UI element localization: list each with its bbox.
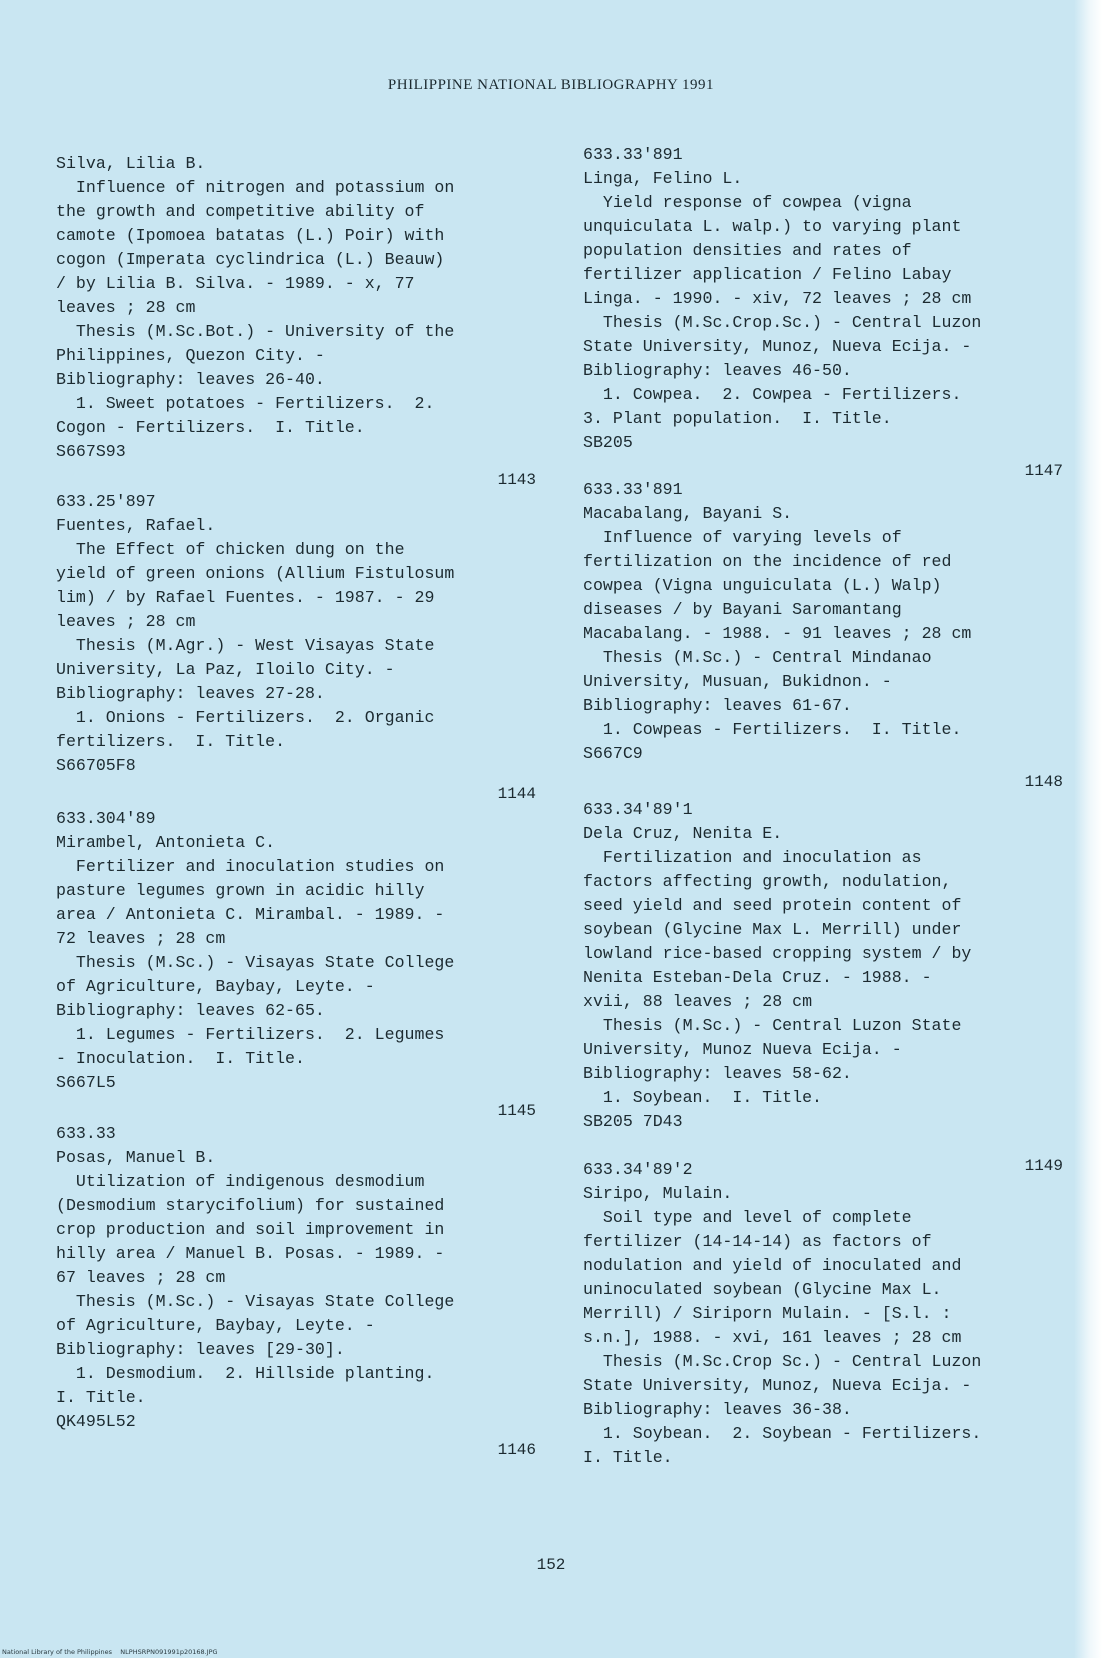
entry-line: yield of green onions (Allium Fistulosum — [56, 564, 455, 583]
entry-line: camote (Ipomoea batatas (L.) Poir) with — [56, 226, 445, 245]
entry-line: Thesis (M.Sc.) - Visayas State College — [56, 1292, 455, 1311]
entry-line: 633.33 — [56, 1124, 116, 1143]
entry-line: Yield response of cowpea (vigna — [583, 193, 912, 212]
entry-line: the growth and competitive ability of — [56, 202, 425, 221]
entry-line: Thesis (M.Sc.Crop Sc.) - Central Luzon — [583, 1352, 982, 1371]
entry-line: The Effect of chicken dung on the — [56, 540, 405, 559]
entry-line: Cogon - Fertilizers. I. Title. — [56, 418, 365, 437]
entry-line: pasture legumes grown in acidic hilly — [56, 881, 425, 900]
entry-line: Siripo, Mulain. — [583, 1184, 733, 1203]
entry-line: 72 leaves ; 28 cm — [56, 929, 226, 948]
entry-line: 633.25'897 — [56, 492, 156, 511]
entry-line: 633.304'89 — [56, 809, 156, 828]
entry-line: Philippines, Quezon City. - — [56, 346, 325, 365]
entry-line: Macabalang, Bayani S. — [583, 504, 793, 523]
entry-line: 633.34'89'1 — [583, 800, 693, 819]
entry-line: S667L5 — [56, 1073, 116, 1092]
entry-line: Posas, Manuel B. — [56, 1148, 216, 1167]
entry-line: of Agriculture, Baybay, Leyte. - — [56, 977, 375, 996]
entry-line: State University, Munoz, Nueva Ecija. - — [583, 1376, 972, 1395]
entry-line: (Desmodium starycifolium) for sustained — [56, 1196, 445, 1215]
entry-line: 633.33'891 — [583, 145, 683, 164]
entry-line: 1. Desmodium. 2. Hillside planting. — [56, 1364, 435, 1383]
entry-line: 633.33'891 — [583, 480, 683, 499]
entry-line: Bibliography: leaves 58-62. — [583, 1064, 852, 1083]
entry-line: Bibliography: leaves 27-28. — [56, 684, 325, 703]
entry-number: 1145 — [497, 1102, 536, 1120]
entry-line: crop production and soil improvement in — [56, 1220, 445, 1239]
entry-line: University, Munoz Nueva Ecija. - — [583, 1040, 902, 1059]
entry-line: University, La Paz, Iloilo City. - — [56, 660, 395, 679]
entry-line: Nenita Esteban-Dela Cruz. - 1988. - — [583, 968, 932, 987]
page-edge — [1074, 0, 1102, 1658]
entry-line: S667S93 — [56, 442, 126, 461]
entry-number: 1143 — [497, 471, 536, 489]
bibliography-entry — [56, 807, 536, 1123]
entry-line: Influence of varying levels of — [583, 528, 902, 547]
entry-line: fertilizers. I. Title. — [56, 732, 286, 751]
entry-line: Linga, Felino L. — [583, 169, 743, 188]
entry-line: fertilization on the incidence of red — [583, 552, 952, 571]
entry-line: fertilizer application / Felino Labay — [583, 265, 952, 284]
entry-line: Fertilizer and inoculation studies on — [56, 857, 445, 876]
bibliography-entry — [56, 490, 536, 806]
entry-line: Bibliography: leaves 61-67. — [583, 696, 852, 715]
entry-line: 1. Soybean. I. Title. — [583, 1088, 822, 1107]
entry-line: I. Title. — [56, 1388, 146, 1407]
entry-line: Fuentes, Rafael. — [56, 516, 216, 535]
bibliography-entry — [583, 798, 1063, 1178]
entry-line: Bibliography: leaves 46-50. — [583, 361, 852, 380]
entry-line: cowpea (Vigna unguiculata (L.) Walp) — [583, 576, 942, 595]
entry-number: 1148 — [1024, 773, 1063, 791]
entry-line: Macabalang. - 1988. - 91 leaves ; 28 cm — [583, 624, 972, 643]
entry-line: Dela Cruz, Nenita E. — [583, 824, 783, 843]
entry-line: State University, Munoz, Nueva Ecija. - — [583, 337, 972, 356]
bibliography-entry — [583, 1158, 1063, 1470]
entry-line: of Agriculture, Baybay, Leyte. - — [56, 1316, 375, 1335]
entry-line: Utilization of indigenous desmodium — [56, 1172, 425, 1191]
entry-line: Merrill) / Siriporn Mulain. - [S.l. : — [583, 1304, 952, 1323]
entry-line: area / Antonieta C. Mirambal. - 1989. - — [56, 905, 445, 924]
entry-line: 3. Plant population. I. Title. — [583, 409, 892, 428]
bibliography-entry — [583, 478, 1063, 794]
entry-line: Thesis (M.Sc.) - Central Luzon State — [583, 1016, 962, 1035]
entry-line: 1. Soybean. 2. Soybean - Fertilizers. — [583, 1424, 982, 1443]
entry-line: population densities and rates of — [583, 241, 912, 260]
entry-line: 633.34'89'2 — [583, 1160, 693, 1179]
entry-line: Mirambel, Antonieta C. — [56, 833, 276, 852]
entry-line: Linga. - 1990. - xiv, 72 leaves ; 28 cm — [583, 289, 972, 308]
entry-line: QK495L52 — [56, 1412, 136, 1431]
entry-line: Bibliography: leaves [29-30]. — [56, 1340, 345, 1359]
entry-line: Bibliography: leaves 62-65. — [56, 1001, 325, 1020]
bibliography-entry — [56, 1122, 536, 1462]
entry-line: unquiculata L. walp.) to varying plant — [583, 217, 962, 236]
entry-line: Thesis (M.Agr.) - West Visayas State — [56, 636, 435, 655]
entry-line: 1. Onions - Fertilizers. 2. Organic — [56, 708, 435, 727]
entry-line: leaves ; 28 cm — [56, 298, 196, 317]
entry-line: Thesis (M.Sc.) - Central Mindanao — [583, 648, 932, 667]
entry-line: 1. Cowpeas - Fertilizers. I. Title. — [583, 720, 962, 739]
page-header: PHILIPPINE NATIONAL BIBLIOGRAPHY 1991 — [387, 77, 715, 93]
entry-number: 1144 — [497, 785, 536, 803]
entry-line: lim) / by Rafael Fuentes. - 1987. - 29 — [56, 588, 435, 607]
entry-line: 67 leaves ; 28 cm — [56, 1268, 226, 1287]
entry-number: 1149 — [1024, 1157, 1063, 1175]
scan-credit: National Library of the Philippines NLPHSRPN091991p20168.JPG — [2, 1648, 218, 1656]
entry-line: Silva, Lilia B. — [56, 154, 206, 173]
bibliography-entry — [56, 152, 536, 492]
bibliography-entry — [583, 143, 1063, 483]
entry-line: 1. Cowpea. 2. Cowpea - Fertilizers. — [583, 385, 962, 404]
entry-line: Thesis (M.Sc.Bot.) - University of the — [56, 322, 455, 341]
entry-line: s.n.], 1988. - xvi, 161 leaves ; 28 cm — [583, 1328, 962, 1347]
entry-line: hilly area / Manuel B. Posas. - 1989. - — [56, 1244, 445, 1263]
entry-line: factors affecting growth, nodulation, — [583, 872, 952, 891]
entry-line: Thesis (M.Sc.Crop.Sc.) - Central Luzon — [583, 313, 982, 332]
entry-line: nodulation and yield of inoculated and — [583, 1256, 962, 1275]
entry-line: I. Title. — [583, 1448, 673, 1467]
page-number: 152 — [536, 1556, 566, 1574]
entry-line: seed yield and seed protein content of — [583, 896, 962, 915]
entry-number: 1147 — [1024, 462, 1063, 480]
entry-line: Bibliography: leaves 36-38. — [583, 1400, 852, 1419]
entry-line: 1. Legumes - Fertilizers. 2. Legumes — [56, 1025, 445, 1044]
entry-line: Influence of nitrogen and potassium on — [56, 178, 455, 197]
entry-line: S66705F8 — [56, 756, 136, 775]
entry-line: SB205 — [583, 433, 633, 452]
entry-line: Fertilization and inoculation as — [583, 848, 922, 867]
entry-line: uninoculated soybean (Glycine Max L. — [583, 1280, 942, 1299]
entry-line: soybean (Glycine Max L. Merrill) under — [583, 920, 962, 939]
entry-line: University, Musuan, Bukidnon. - — [583, 672, 892, 691]
entry-line: xvii, 88 leaves ; 28 cm — [583, 992, 813, 1011]
entry-number: 1146 — [497, 1441, 536, 1459]
entry-line: SB205 7D43 — [583, 1112, 683, 1131]
entry-line: 1. Sweet potatoes - Fertilizers. 2. — [56, 394, 435, 413]
entry-line: fertilizer (14-14-14) as factors of — [583, 1232, 932, 1251]
entry-line: - Inoculation. I. Title. — [56, 1049, 305, 1068]
entry-line: Bibliography: leaves 26-40. — [56, 370, 325, 389]
entry-line: cogon (Imperata cyclindrica (L.) Beauw) — [56, 250, 445, 269]
entry-line: diseases / by Bayani Saromantang — [583, 600, 902, 619]
entry-line: Thesis (M.Sc.) - Visayas State College — [56, 953, 455, 972]
entry-line: lowland rice-based cropping system / by — [583, 944, 972, 963]
entry-line: leaves ; 28 cm — [56, 612, 196, 631]
entry-line: S667C9 — [583, 744, 643, 763]
entry-line: / by Lilia B. Silva. - 1989. - x, 77 — [56, 274, 415, 293]
entry-line: Soil type and level of complete — [583, 1208, 912, 1227]
